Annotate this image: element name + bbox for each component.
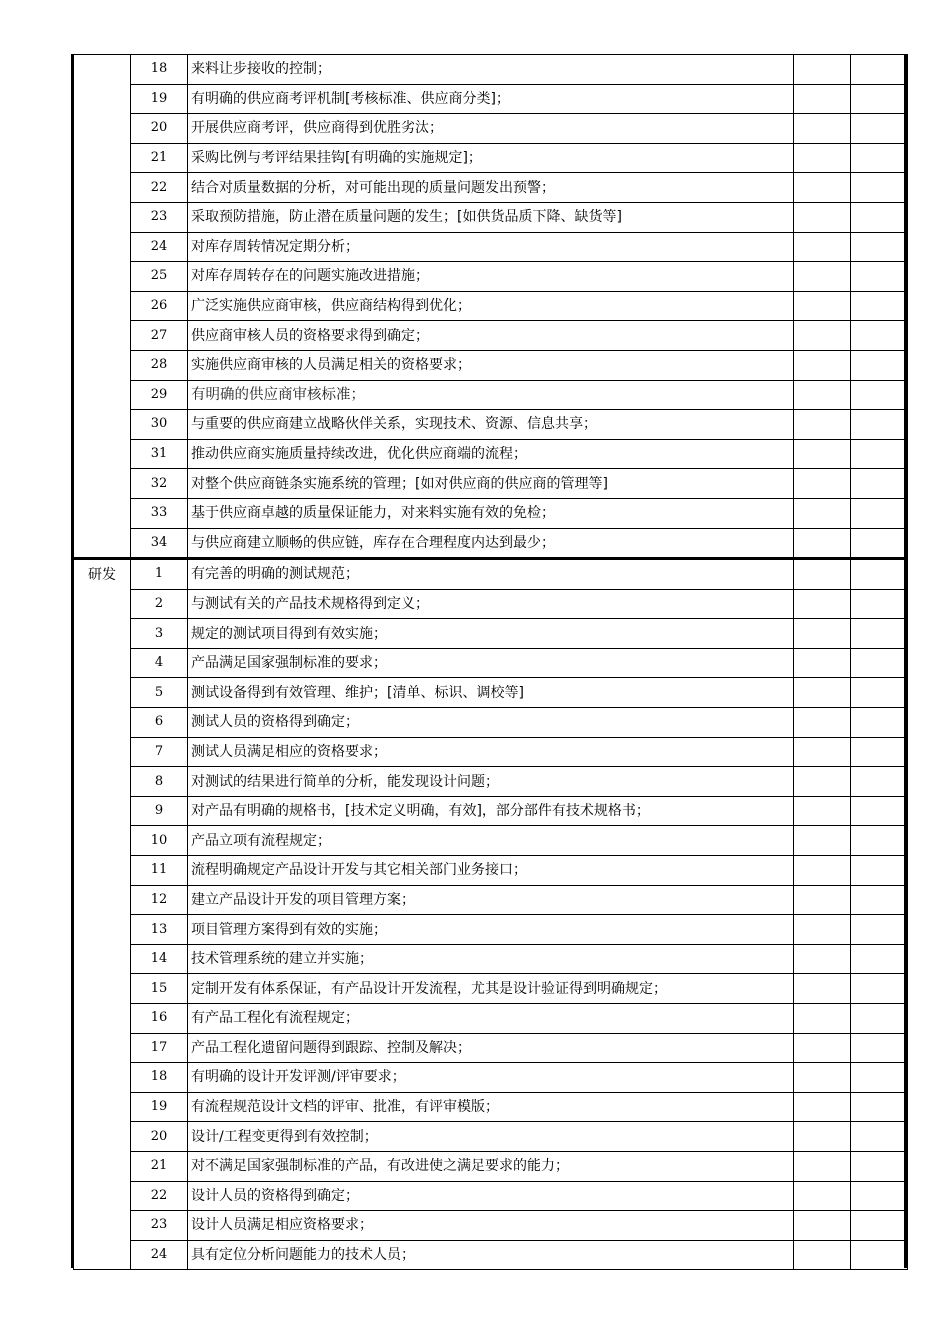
score-cell[interactable]: [794, 84, 851, 114]
table-row: [74, 143, 908, 173]
item-number: 11: [131, 856, 188, 886]
remark-cell[interactable]: [851, 1063, 908, 1093]
score-cell[interactable]: [794, 648, 851, 678]
item-description: 与供应商建立顺畅的供应链，库存在合理程度内达到最少；: [188, 528, 794, 559]
table-row: [74, 826, 908, 856]
remark-cell[interactable]: [851, 528, 908, 559]
item-number: 1: [131, 559, 188, 590]
score-cell[interactable]: [794, 1151, 851, 1181]
table-row: [74, 1063, 908, 1093]
remark-cell[interactable]: [851, 262, 908, 292]
score-cell[interactable]: [794, 974, 851, 1004]
item-description: 具有定位分析问题能力的技术人员；: [188, 1240, 794, 1270]
remark-cell[interactable]: [851, 1181, 908, 1211]
item-description: 开展供应商考评，供应商得到优胜劣汰；: [188, 114, 794, 144]
remark-cell[interactable]: [851, 767, 908, 797]
table-row: [74, 232, 908, 262]
checklist-table: [73, 54, 908, 1270]
item-description: 定制开发有体系保证，有产品设计开发流程，尤其是设计验证得到明确规定；: [188, 974, 794, 1004]
checklist-body: [74, 55, 908, 1270]
item-number: 26: [131, 291, 188, 321]
item-number: 9: [131, 796, 188, 826]
table-row: [74, 1240, 908, 1270]
score-cell[interactable]: [794, 1240, 851, 1270]
remark-cell[interactable]: [851, 1211, 908, 1241]
table-row: [74, 1122, 908, 1152]
table-row: [74, 55, 908, 85]
remark-cell[interactable]: [851, 439, 908, 469]
table-row: [74, 380, 908, 410]
item-description: 与重要的供应商建立战略伙伴关系，实现技术、资源、信息共享；: [188, 410, 794, 440]
score-cell[interactable]: [794, 559, 851, 590]
table-row: [74, 1181, 908, 1211]
item-description: 采购比例与考评结果挂钩[有明确的实施规定]；: [188, 143, 794, 173]
remark-cell[interactable]: [851, 114, 908, 144]
remark-cell[interactable]: [851, 944, 908, 974]
score-cell[interactable]: [794, 173, 851, 203]
score-cell[interactable]: [794, 944, 851, 974]
item-number: 16: [131, 1004, 188, 1034]
table-row: [74, 767, 908, 797]
remark-cell[interactable]: [851, 1122, 908, 1152]
remark-cell[interactable]: [851, 619, 908, 649]
item-number: 33: [131, 498, 188, 528]
item-description: 有流程规范设计文档的评审、批准，有评审模版；: [188, 1092, 794, 1122]
remark-cell[interactable]: [851, 232, 908, 262]
score-cell[interactable]: [794, 1063, 851, 1093]
item-description: 测试设备得到有效管理、维护；[清单、标识、调校等]: [188, 678, 794, 708]
remark-cell[interactable]: [851, 1151, 908, 1181]
table-row: [74, 439, 908, 469]
table-row: [74, 528, 908, 559]
item-number: 17: [131, 1033, 188, 1063]
table-row: [74, 737, 908, 767]
remark-cell[interactable]: [851, 974, 908, 1004]
remark-cell[interactable]: [851, 1092, 908, 1122]
item-number: 23: [131, 202, 188, 232]
table-row: [74, 114, 908, 144]
item-description: 流程明确规定产品设计开发与其它相关部门业务接口；: [188, 856, 794, 886]
item-number: 18: [131, 55, 188, 85]
score-cell[interactable]: [794, 1122, 851, 1152]
table-row: [74, 291, 908, 321]
remark-cell[interactable]: [851, 55, 908, 85]
score-cell[interactable]: [794, 55, 851, 85]
remark-cell[interactable]: [851, 678, 908, 708]
score-cell[interactable]: [794, 708, 851, 738]
remark-cell[interactable]: [851, 84, 908, 114]
item-number: 6: [131, 708, 188, 738]
item-description: 测试人员满足相应的资格要求；: [188, 737, 794, 767]
item-number: 22: [131, 173, 188, 203]
item-number: 23: [131, 1211, 188, 1241]
item-description: 对产品有明确的规格书，[技术定义明确，有效]，部分部件有技术规格书；: [188, 796, 794, 826]
item-description: 设计人员的资格得到确定；: [188, 1181, 794, 1211]
remark-cell[interactable]: [851, 708, 908, 738]
score-cell[interactable]: [794, 143, 851, 173]
score-cell[interactable]: [794, 826, 851, 856]
remark-cell[interactable]: [851, 202, 908, 232]
item-number: 3: [131, 619, 188, 649]
item-number: 14: [131, 944, 188, 974]
score-cell[interactable]: [794, 350, 851, 380]
item-description: 有明确的供应商考评机制[考核标准、供应商分类]；: [188, 84, 794, 114]
table-row: [74, 915, 908, 945]
remark-cell[interactable]: [851, 380, 908, 410]
score-cell[interactable]: [794, 498, 851, 528]
item-number: 4: [131, 648, 188, 678]
table-row: [74, 1033, 908, 1063]
remark-cell[interactable]: [851, 173, 908, 203]
remark-cell[interactable]: [851, 498, 908, 528]
remark-cell[interactable]: [851, 350, 908, 380]
item-number: 21: [131, 143, 188, 173]
score-cell[interactable]: [794, 469, 851, 499]
score-cell[interactable]: [794, 232, 851, 262]
remark-cell[interactable]: [851, 291, 908, 321]
item-number: 19: [131, 84, 188, 114]
table-row: [74, 1151, 908, 1181]
remark-cell[interactable]: [851, 321, 908, 351]
item-number: 5: [131, 678, 188, 708]
item-number: 2: [131, 589, 188, 619]
item-description: 设计人员满足相应资格要求；: [188, 1211, 794, 1241]
item-description: 结合对质量数据的分析，对可能出现的质量问题发出预警；: [188, 173, 794, 203]
remark-cell[interactable]: [851, 469, 908, 499]
score-cell[interactable]: [794, 678, 851, 708]
table-row: [74, 589, 908, 619]
item-number: 24: [131, 232, 188, 262]
table-row: [74, 84, 908, 114]
remark-cell[interactable]: [851, 410, 908, 440]
item-description: 有产品工程化有流程规定；: [188, 1004, 794, 1034]
table-row: [74, 974, 908, 1004]
item-description: 规定的测试项目得到有效实施；: [188, 619, 794, 649]
remark-cell[interactable]: [851, 143, 908, 173]
table-row: [74, 350, 908, 380]
score-cell[interactable]: [794, 856, 851, 886]
remark-cell[interactable]: [851, 589, 908, 619]
score-cell[interactable]: [794, 767, 851, 797]
remark-cell[interactable]: [851, 885, 908, 915]
item-description: 建立产品设计开发的项目管理方案；: [188, 885, 794, 915]
table-row: [74, 559, 908, 590]
item-number: 27: [131, 321, 188, 351]
item-number: 25: [131, 262, 188, 292]
item-number: 20: [131, 114, 188, 144]
category-cell: 研发: [74, 559, 131, 1270]
table-row: [74, 498, 908, 528]
remark-cell[interactable]: [851, 559, 908, 590]
item-number: 30: [131, 410, 188, 440]
score-cell[interactable]: [794, 202, 851, 232]
item-number: 21: [131, 1151, 188, 1181]
table-row: [74, 1211, 908, 1241]
table-row: [74, 469, 908, 499]
item-description: 对测试的结果进行简单的分析，能发现设计问题；: [188, 767, 794, 797]
item-description: 推动供应商实施质量持续改进，优化供应商端的流程；: [188, 439, 794, 469]
item-number: 8: [131, 767, 188, 797]
item-description: 供应商审核人员的资格要求得到确定；: [188, 321, 794, 351]
table-row: [74, 678, 908, 708]
remark-cell[interactable]: [851, 826, 908, 856]
table-row: [74, 410, 908, 440]
item-description: 对库存周转存在的问题实施改进措施；: [188, 262, 794, 292]
item-number: 31: [131, 439, 188, 469]
item-number: 29: [131, 380, 188, 410]
item-description: 设计/工程变更得到有效控制；: [188, 1122, 794, 1152]
item-description: 对库存周转情况定期分析；: [188, 232, 794, 262]
score-cell[interactable]: [794, 291, 851, 321]
table-row: [74, 1004, 908, 1034]
item-description: 采取预防措施，防止潜在质量问题的发生；[如供货品质下降、缺货等]: [188, 202, 794, 232]
item-description: 有明确的设计开发评测/评审要求；: [188, 1063, 794, 1093]
item-description: 来料让步接收的控制；: [188, 55, 794, 85]
item-description: 与测试有关的产品技术规格得到定义；: [188, 589, 794, 619]
score-cell[interactable]: [794, 410, 851, 440]
item-number: 12: [131, 885, 188, 915]
item-description: 技术管理系统的建立并实施；: [188, 944, 794, 974]
item-number: 19: [131, 1092, 188, 1122]
item-description: 有完善的明确的测试规范；: [188, 559, 794, 590]
item-number: 15: [131, 974, 188, 1004]
item-description: 产品立项有流程规定；: [188, 826, 794, 856]
table-row: [74, 173, 908, 203]
table-row: [74, 321, 908, 351]
remark-cell[interactable]: [851, 1240, 908, 1270]
table-row: [74, 619, 908, 649]
item-description: 产品工程化遗留问题得到跟踪、控制及解决；: [188, 1033, 794, 1063]
remark-cell[interactable]: [851, 648, 908, 678]
score-cell[interactable]: [794, 1004, 851, 1034]
table-row: [74, 856, 908, 886]
remark-cell[interactable]: [851, 796, 908, 826]
table-row: [74, 708, 908, 738]
score-cell[interactable]: [794, 439, 851, 469]
item-description: 基于供应商卓越的质量保证能力，对来料实施有效的免检；: [188, 498, 794, 528]
item-number: 18: [131, 1063, 188, 1093]
item-number: 13: [131, 915, 188, 945]
item-number: 7: [131, 737, 188, 767]
item-number: 34: [131, 528, 188, 559]
score-cell[interactable]: [794, 915, 851, 945]
score-cell[interactable]: [794, 114, 851, 144]
table-row: [74, 648, 908, 678]
item-number: 10: [131, 826, 188, 856]
table-row: [74, 796, 908, 826]
score-cell[interactable]: [794, 380, 851, 410]
score-cell[interactable]: [794, 1211, 851, 1241]
item-description: 项目管理方案得到有效的实施；: [188, 915, 794, 945]
item-number: 32: [131, 469, 188, 499]
item-description: 测试人员的资格得到确定；: [188, 708, 794, 738]
checklist-sheet: [71, 54, 907, 1268]
item-number: 22: [131, 1181, 188, 1211]
item-number: 20: [131, 1122, 188, 1152]
item-description: 有明确的供应商审核标准；: [188, 380, 794, 410]
remark-cell[interactable]: [851, 1033, 908, 1063]
item-description: 广泛实施供应商审核，供应商结构得到优化；: [188, 291, 794, 321]
item-description: 产品满足国家强制标准的要求；: [188, 648, 794, 678]
remark-cell[interactable]: [851, 856, 908, 886]
score-cell[interactable]: [794, 528, 851, 559]
table-row: [74, 262, 908, 292]
item-description: 实施供应商审核的人员满足相关的资格要求；: [188, 350, 794, 380]
table-row: [74, 1092, 908, 1122]
score-cell[interactable]: [794, 1033, 851, 1063]
item-number: 28: [131, 350, 188, 380]
score-cell[interactable]: [794, 1181, 851, 1211]
table-row: [74, 202, 908, 232]
score-cell[interactable]: [794, 589, 851, 619]
table-row: [74, 885, 908, 915]
score-cell[interactable]: [794, 619, 851, 649]
table-row: [74, 944, 908, 974]
remark-cell[interactable]: [851, 915, 908, 945]
item-description: 对整个供应商链条实施系统的管理；[如对供应商的供应商的管理等]: [188, 469, 794, 499]
item-number: 24: [131, 1240, 188, 1270]
score-cell[interactable]: [794, 262, 851, 292]
remark-cell[interactable]: [851, 737, 908, 767]
score-cell[interactable]: [794, 885, 851, 915]
category-cell: [74, 55, 131, 559]
score-cell[interactable]: [794, 796, 851, 826]
remark-cell[interactable]: [851, 1004, 908, 1034]
score-cell[interactable]: [794, 1092, 851, 1122]
score-cell[interactable]: [794, 737, 851, 767]
score-cell[interactable]: [794, 321, 851, 351]
item-description: 对不满足国家强制标准的产品，有改进使之满足要求的能力；: [188, 1151, 794, 1181]
